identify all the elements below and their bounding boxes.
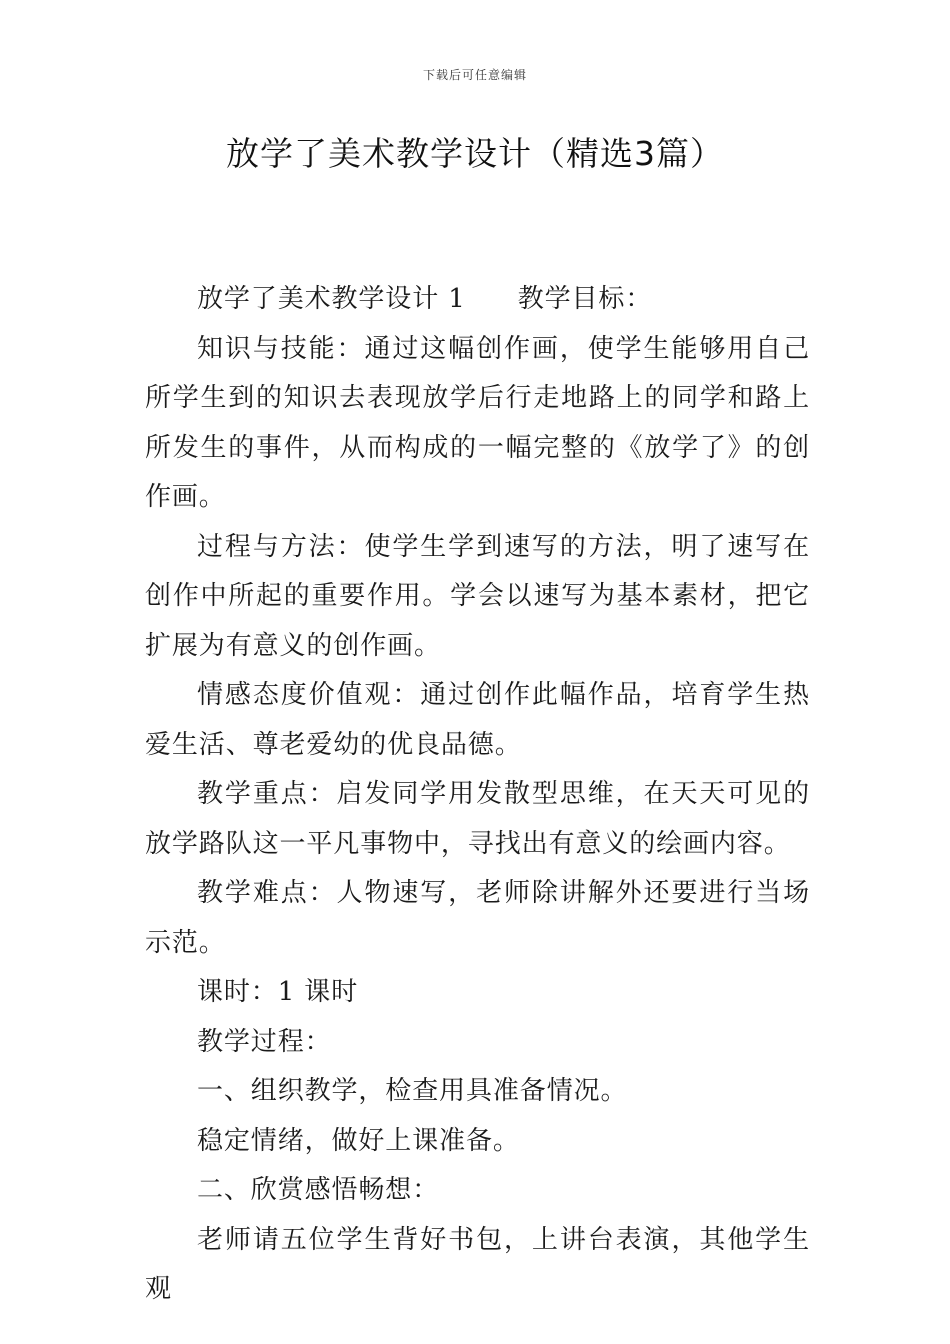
paragraph-difficulty: 教学难点：人物速写，老师除讲解外还要进行当场示范。 [145,878,810,958]
paragraph-key-point: 教学重点：启发同学用发散型思维，在天天可见的放学路队这一平凡事物中，寻找出有意义的绘画内容。 [145,779,810,859]
section-heading-line [145,275,810,325]
paragraph-calm: 稳定情绪，做好上课准备。 [197,1125,520,1156]
paragraph-values: 情感态度价值观：通过创作此幅作品，培育学生热爱生活、尊老爱幼的优良品德。 [145,680,810,760]
paragraph-knowledge-skills: 知识与技能：通过这幅创作画，使学生能够用自己所学生到的知识去表现放学后行走地路上的同学和路上所发生的事件，从而构成的一幅完整的《放学了》的创作画。 [145,333,810,512]
objectives-label: 教学目标： [517,284,653,314]
paragraph-process-method: 过程与方法：使学生学到速写的方法，明了速写在创作中所起的重要作用。学会以速写为基本素材，把它扩展为有意义的创作画。 [145,531,810,661]
paragraph-teaching-process: 教学过程： [197,1026,332,1057]
paragraph-class-hours: 课时：1 课时 [197,977,359,1007]
paragraph-performance: 老师请五位学生背好书包，上讲台表演，其他学生观 [145,1224,810,1304]
header-note: 下载后可任意编辑 [422,68,527,82]
paragraph-step-one: 一、组织教学，检查用具准备情况。 [197,1076,628,1106]
paragraph-step-two: 二、欣赏感悟畅想： [197,1175,440,1205]
section-heading: 放学了美术教学设计 1 [197,284,466,314]
document-body [145,275,810,1315]
document-title: 放学了美术教学设计（精选3篇） [226,134,724,173]
